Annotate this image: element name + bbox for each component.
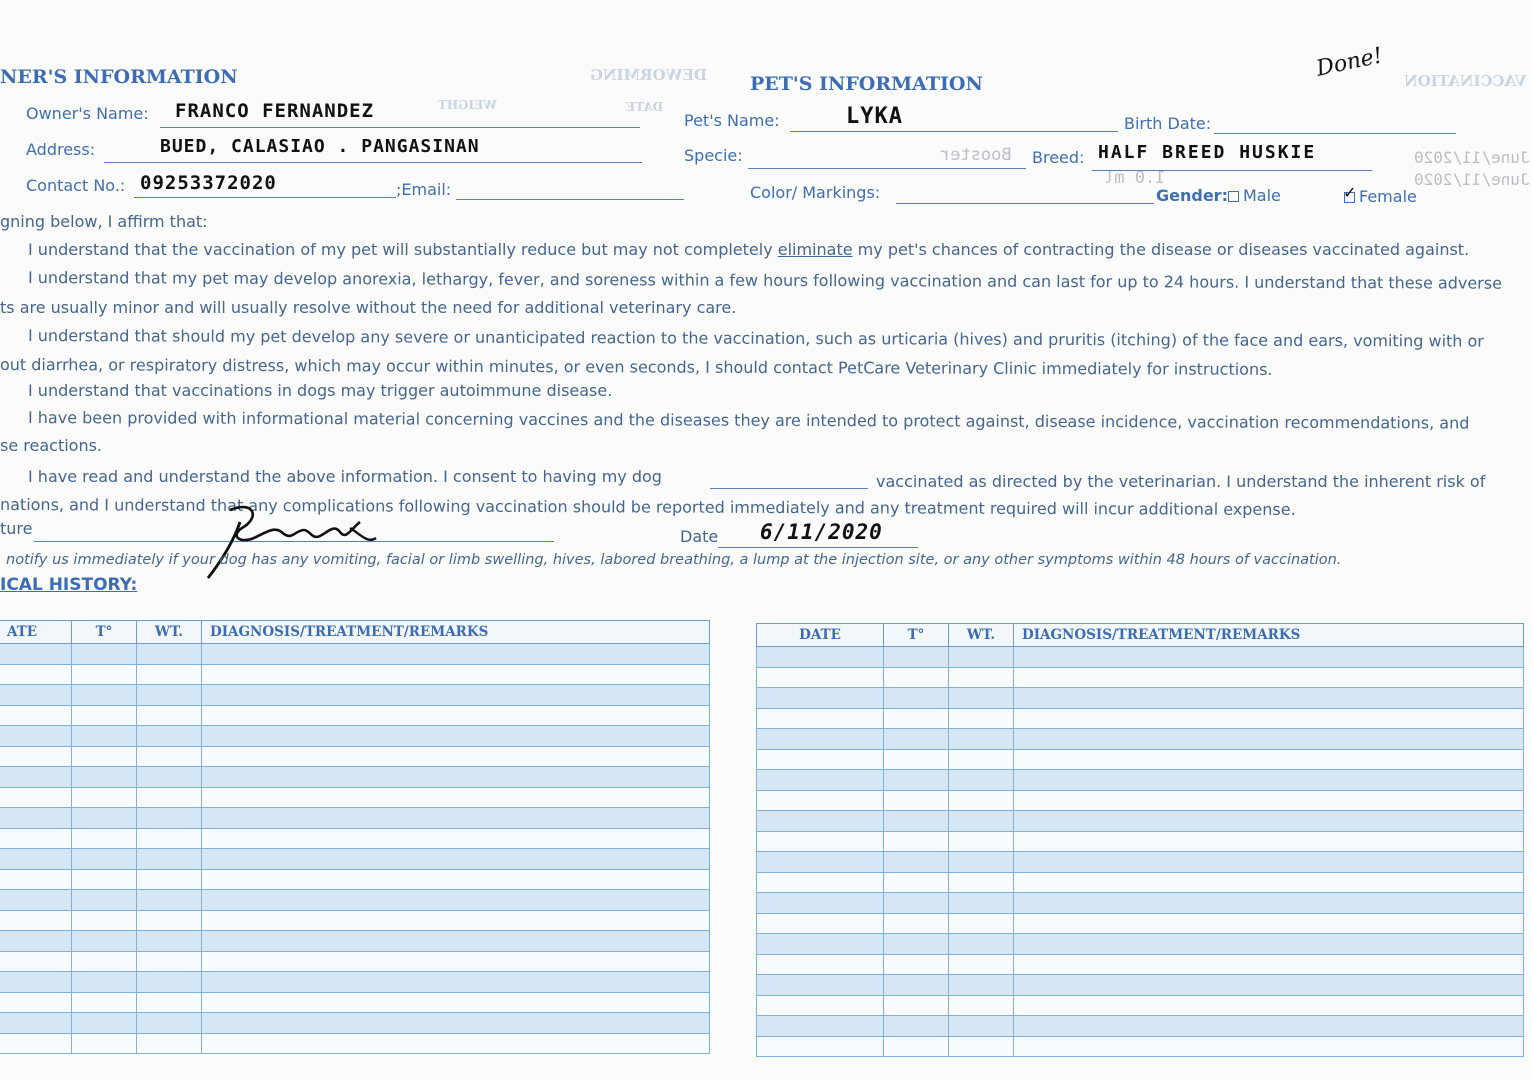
table-cell[interactable]: [137, 705, 202, 726]
table-cell[interactable]: [137, 972, 202, 993]
history-left-body: [0, 644, 710, 1054]
table-cell[interactable]: [72, 726, 137, 747]
specie-line: [748, 168, 1026, 169]
col-temp: T°: [884, 624, 949, 647]
table-cell[interactable]: [884, 770, 949, 791]
table-cell[interactable]: [757, 1036, 884, 1057]
table-cell[interactable]: [72, 644, 137, 665]
corner-note: Done!: [1314, 43, 1385, 82]
table-cell[interactable]: [0, 972, 72, 993]
female-label: Female: [1359, 187, 1417, 206]
table-cell[interactable]: [1014, 893, 1524, 914]
date-value[interactable]: 6/11/2020: [760, 520, 883, 544]
table-cell[interactable]: [72, 931, 137, 952]
table-row: [757, 852, 1524, 873]
table-cell[interactable]: [1014, 770, 1524, 791]
table-cell[interactable]: [202, 664, 710, 685]
table-row: [757, 749, 1524, 770]
table-cell[interactable]: [202, 787, 710, 808]
email-label: ;Email:: [396, 180, 452, 199]
table-cell[interactable]: [949, 893, 1014, 914]
table-cell[interactable]: [0, 705, 72, 726]
ghost-deworming: DEWORMING: [590, 66, 707, 84]
table-cell[interactable]: [949, 995, 1014, 1016]
table-cell[interactable]: [949, 770, 1014, 791]
table-cell[interactable]: [137, 890, 202, 911]
table-cell[interactable]: [72, 664, 137, 685]
pet-name-value[interactable]: LYKA: [846, 104, 903, 129]
consent-p1-a: I understand that the vaccination of my pet will substantially reduce but may not completely: [28, 240, 778, 259]
table-row: [0, 746, 710, 767]
ghost-ml: 1.0 ml: [1104, 168, 1166, 188]
table-cell[interactable]: [757, 770, 884, 791]
table-cell[interactable]: [884, 1036, 949, 1057]
table-row: [0, 685, 710, 706]
table-cell[interactable]: [1014, 852, 1524, 873]
breed-label: Breed:: [1032, 148, 1085, 167]
table-cell[interactable]: [1014, 1036, 1524, 1057]
table-cell[interactable]: [202, 869, 710, 890]
table-cell[interactable]: [72, 705, 137, 726]
table-cell[interactable]: [1014, 667, 1524, 688]
table-row: [0, 972, 710, 993]
birth-date-line: [1214, 133, 1456, 134]
table-cell[interactable]: [884, 934, 949, 955]
table-cell[interactable]: [202, 746, 710, 767]
col-date: DATE: [757, 624, 884, 647]
table-row: [757, 811, 1524, 832]
table-cell[interactable]: [949, 954, 1014, 975]
table-cell[interactable]: [202, 849, 710, 870]
table-cell[interactable]: [202, 808, 710, 829]
table-row: [757, 688, 1524, 709]
table-cell[interactable]: [137, 644, 202, 665]
table-cell[interactable]: [0, 1033, 72, 1054]
table-row: [757, 647, 1524, 668]
table-row: [0, 705, 710, 726]
female-checkbox[interactable]: [1343, 183, 1357, 203]
table-cell[interactable]: [0, 951, 72, 972]
table-cell[interactable]: [949, 811, 1014, 832]
table-cell[interactable]: [0, 849, 72, 870]
color-markings-label: Color/ Markings:: [750, 183, 881, 202]
table-row: [757, 729, 1524, 750]
history-table-right: [756, 623, 1524, 1057]
table-cell[interactable]: [1014, 708, 1524, 729]
ghost-booster: Booster: [940, 145, 1012, 165]
history-right-body: [757, 647, 1524, 1057]
breed-value[interactable]: HALF BREED HUSKIE: [1098, 142, 1317, 163]
table-cell[interactable]: [72, 992, 137, 1013]
consent-p3-line1: I understand that should my pet develop any severe or unanticipated reaction to the vaccination, such as urticaria (hives) and pruritis (itching) of the face and ears, vomiting with or: [27, 326, 1484, 351]
history-right-header-row: [757, 624, 1524, 647]
table-row: [757, 872, 1524, 893]
table-cell[interactable]: [202, 726, 710, 747]
table-cell[interactable]: [757, 688, 884, 709]
table-cell[interactable]: [137, 828, 202, 849]
ghost-weight: WEIGHT: [438, 98, 497, 112]
table-row: [0, 910, 710, 931]
table-cell[interactable]: [72, 910, 137, 931]
table-cell[interactable]: [0, 931, 72, 952]
col-date: ATE: [0, 621, 72, 644]
signature-label: ture: [0, 519, 33, 538]
consent-p6-line2: nations, and I understand that any complications following vaccination should be reported immediately and any treatment required will incur additional expense.: [0, 495, 1296, 519]
birth-date-label: Birth Date:: [1124, 114, 1212, 133]
color-markings-line: [896, 203, 1154, 204]
table-cell[interactable]: [949, 667, 1014, 688]
table-cell[interactable]: [72, 951, 137, 972]
table-row: [757, 934, 1524, 955]
col-diagnosis: DIAGNOSIS/TREATMENT/REMARKS: [1014, 624, 1524, 647]
signature-image[interactable]: [200, 500, 390, 580]
table-row: [0, 931, 710, 952]
pet-name-label: Pet's Name:: [684, 111, 780, 130]
contact-label: Contact No.:: [26, 176, 126, 195]
table-cell[interactable]: [949, 790, 1014, 811]
table-row: [0, 644, 710, 665]
table-cell[interactable]: [0, 767, 72, 788]
table-cell[interactable]: [1014, 729, 1524, 750]
table-cell[interactable]: [884, 831, 949, 852]
table-cell[interactable]: [137, 951, 202, 972]
notice-text: notify us immediately if your dog has any vomiting, facial or limb swelling, hives, labored breathing, a lump at the injection site, or any other symptoms within 48 hours of vaccination.: [6, 552, 1342, 568]
history-table-left: [0, 620, 710, 1054]
consent-p6-a: I have read and understand the above information. I consent to having my dog: [28, 467, 662, 486]
table-cell[interactable]: [0, 787, 72, 808]
table-cell[interactable]: [0, 664, 72, 685]
table-row: [757, 1016, 1524, 1037]
consent-p5-line1: I have been provided with informational material concerning vaccines and the diseases they are intended to protect against, disease incidence, vaccination recommendations, and: [27, 408, 1470, 433]
table-cell[interactable]: [949, 749, 1014, 770]
table-row: [757, 893, 1524, 914]
table-cell[interactable]: [72, 787, 137, 808]
consent-p3-line2: out diarrhea, or respiratory distress, which may occur within minutes, or even seconds, I should contact PetCare Veterinary Clinic immediately for instructions.: [0, 355, 1273, 379]
table-cell[interactable]: [757, 872, 884, 893]
consent-intro: gning below, I affirm that:: [0, 212, 208, 231]
table-cell[interactable]: [72, 1013, 137, 1034]
table-row: [757, 790, 1524, 811]
table-cell[interactable]: [757, 647, 884, 668]
table-cell[interactable]: [1014, 811, 1524, 832]
address-label: Address:: [26, 140, 96, 159]
table-cell[interactable]: [949, 688, 1014, 709]
consent-p1-link: eliminate: [777, 240, 853, 259]
table-cell[interactable]: [1014, 1016, 1524, 1037]
table-cell[interactable]: [1014, 934, 1524, 955]
table-cell[interactable]: [949, 831, 1014, 852]
table-cell[interactable]: [884, 975, 949, 996]
table-cell[interactable]: [757, 975, 884, 996]
table-cell[interactable]: [202, 767, 710, 788]
table-cell[interactable]: [0, 808, 72, 829]
table-row: [0, 808, 710, 829]
date-line: [718, 547, 918, 548]
table-cell[interactable]: [72, 890, 137, 911]
address-line: [104, 162, 642, 163]
consent-p6-b: vaccinated as directed by the veterinarian. I understand the inherent risk of: [876, 472, 1486, 491]
table-cell[interactable]: [1014, 647, 1524, 668]
male-label: Male: [1243, 186, 1281, 205]
dog-name-blank[interactable]: [710, 488, 868, 489]
table-row: [0, 828, 710, 849]
table-cell[interactable]: [884, 1016, 949, 1037]
table-cell[interactable]: [0, 746, 72, 767]
table-row: [757, 831, 1524, 852]
date-label: Date: [680, 527, 719, 546]
table-row: [757, 995, 1524, 1016]
pet-name-line: [790, 131, 1118, 132]
table-cell[interactable]: [757, 852, 884, 873]
table-row: [757, 954, 1524, 975]
table-cell[interactable]: [1014, 688, 1524, 709]
table-cell[interactable]: [202, 972, 710, 993]
breed-line: [1092, 170, 1372, 171]
table-cell[interactable]: [202, 828, 710, 849]
col-diagnosis: DIAGNOSIS/TREATMENT/REMARKS: [202, 621, 710, 644]
table-cell[interactable]: [202, 1033, 710, 1054]
contact-line: [134, 197, 396, 198]
col-weight: WT.: [137, 621, 202, 644]
table-cell[interactable]: [757, 749, 884, 770]
table-row: [0, 890, 710, 911]
table-cell[interactable]: [757, 667, 884, 688]
table-cell[interactable]: [72, 767, 137, 788]
table-cell[interactable]: [757, 729, 884, 750]
table-cell[interactable]: [1014, 790, 1524, 811]
table-cell[interactable]: [1014, 831, 1524, 852]
table-cell[interactable]: [137, 910, 202, 931]
gender-female-option[interactable]: [1343, 183, 1417, 206]
table-cell[interactable]: [884, 913, 949, 934]
table-row: [757, 708, 1524, 729]
consent-p1: [28, 240, 1469, 259]
table-cell[interactable]: [0, 828, 72, 849]
contact-value[interactable]: 09253372020: [140, 172, 277, 194]
table-cell[interactable]: [884, 708, 949, 729]
table-cell[interactable]: [884, 893, 949, 914]
table-cell[interactable]: [949, 975, 1014, 996]
consent-p4: I understand that vaccinations in dogs may trigger autoimmune disease.: [28, 381, 613, 400]
table-cell[interactable]: [1014, 749, 1524, 770]
table-cell[interactable]: [884, 852, 949, 873]
owner-heading: NER'S INFORMATION: [0, 66, 238, 88]
table-cell[interactable]: [757, 831, 884, 852]
table-row: [0, 869, 710, 890]
table-cell[interactable]: [884, 667, 949, 688]
consent-p5-line2: se reactions.: [0, 436, 103, 455]
table-row: [0, 1033, 710, 1054]
table-cell[interactable]: [137, 726, 202, 747]
table-cell[interactable]: [137, 787, 202, 808]
table-row: [0, 787, 710, 808]
table-cell[interactable]: [137, 992, 202, 1013]
table-row: [0, 992, 710, 1013]
table-cell[interactable]: [949, 872, 1014, 893]
table-row: [757, 913, 1524, 934]
table-cell[interactable]: [72, 869, 137, 890]
table-cell[interactable]: [0, 992, 72, 1013]
table-cell[interactable]: [72, 746, 137, 767]
ghost-date: DATE: [626, 100, 664, 114]
table-cell[interactable]: [137, 1013, 202, 1034]
table-cell[interactable]: [0, 910, 72, 931]
table-cell[interactable]: [884, 811, 949, 832]
consent-p1-b: my pet's chances of contracting the disease or diseases vaccinated against.: [852, 240, 1470, 259]
table-cell[interactable]: [137, 849, 202, 870]
owner-name-label: Owner's Name:: [26, 104, 149, 123]
table-cell[interactable]: [1014, 975, 1524, 996]
table-cell[interactable]: [0, 644, 72, 665]
table-cell[interactable]: [202, 910, 710, 931]
ghost-june-1: June/11/2020: [1414, 148, 1530, 167]
table-cell[interactable]: [949, 1016, 1014, 1037]
address-value[interactable]: BUED, CALASIAO . PANGASINAN: [160, 136, 480, 157]
table-cell[interactable]: [1014, 995, 1524, 1016]
table-row: [0, 664, 710, 685]
gender-male-option[interactable]: [1228, 186, 1281, 205]
table-cell[interactable]: [884, 749, 949, 770]
table-cell[interactable]: [72, 1033, 137, 1054]
table-cell[interactable]: [1014, 954, 1524, 975]
table-cell[interactable]: [137, 931, 202, 952]
table-cell[interactable]: [949, 852, 1014, 873]
col-temp: T°: [72, 621, 137, 644]
table-cell[interactable]: [949, 1036, 1014, 1057]
check-mark-icon: ✓: [1343, 183, 1357, 202]
table-cell[interactable]: [137, 746, 202, 767]
table-cell[interactable]: [137, 808, 202, 829]
table-cell[interactable]: [757, 790, 884, 811]
ghost-vaccination: VACCINATION: [1404, 72, 1527, 90]
owner-name-value[interactable]: FRANCO FERNANDEZ: [175, 100, 375, 122]
table-cell[interactable]: [202, 644, 710, 665]
table-cell[interactable]: [884, 647, 949, 668]
consent-p2-line1: I understand that my pet may develop anorexia, lethargy, fever, and soreness within a few hours following vaccination and can last for up to 24 hours. I understand that these adverse: [27, 268, 1502, 293]
table-row: [757, 770, 1524, 791]
table-row: [0, 1013, 710, 1034]
table-cell[interactable]: [884, 954, 949, 975]
table-cell[interactable]: [137, 685, 202, 706]
medical-history-heading: ICAL HISTORY:: [0, 575, 138, 595]
table-cell[interactable]: [0, 685, 72, 706]
table-cell[interactable]: [949, 647, 1014, 668]
table-cell[interactable]: [202, 931, 710, 952]
table-cell[interactable]: [757, 708, 884, 729]
table-row: [0, 726, 710, 747]
table-cell[interactable]: [757, 893, 884, 914]
table-row: [757, 975, 1524, 996]
table-cell[interactable]: [72, 849, 137, 870]
table-cell[interactable]: [137, 1033, 202, 1054]
table-cell[interactable]: [202, 1013, 710, 1034]
specie-label: Specie:: [684, 146, 743, 165]
table-cell[interactable]: [949, 729, 1014, 750]
col-weight: WT.: [949, 624, 1014, 647]
table-cell[interactable]: [137, 767, 202, 788]
table-cell[interactable]: [72, 828, 137, 849]
gender-label: Gender:: [1156, 186, 1228, 205]
table-cell[interactable]: [72, 808, 137, 829]
history-left-header-row: [0, 621, 710, 644]
table-row: [757, 667, 1524, 688]
table-cell[interactable]: [949, 913, 1014, 934]
table-cell[interactable]: [757, 811, 884, 832]
table-cell[interactable]: [202, 705, 710, 726]
table-row: [0, 767, 710, 788]
table-cell[interactable]: [0, 869, 72, 890]
table-cell[interactable]: [72, 972, 137, 993]
table-cell[interactable]: [757, 954, 884, 975]
table-cell[interactable]: [949, 934, 1014, 955]
table-cell[interactable]: [757, 1016, 884, 1037]
male-checkbox[interactable]: [1228, 191, 1239, 202]
table-cell[interactable]: [202, 992, 710, 1013]
table-cell[interactable]: [0, 890, 72, 911]
table-cell[interactable]: [884, 790, 949, 811]
email-line: [456, 199, 684, 200]
table-cell[interactable]: [884, 729, 949, 750]
consent-p2-line2: ts are usually minor and will usually resolve without the need for additional veterinary care.: [0, 298, 737, 317]
table-row: [0, 951, 710, 972]
table-cell[interactable]: [757, 934, 884, 955]
table-cell[interactable]: [949, 708, 1014, 729]
pet-heading: PET'S INFORMATION: [750, 73, 983, 95]
table-cell[interactable]: [1014, 913, 1524, 934]
table-cell[interactable]: [72, 685, 137, 706]
table-row: [0, 849, 710, 870]
table-cell[interactable]: [757, 995, 884, 1016]
table-cell[interactable]: [202, 951, 710, 972]
table-cell[interactable]: [0, 726, 72, 747]
table-cell[interactable]: [884, 995, 949, 1016]
table-cell[interactable]: [137, 869, 202, 890]
table-cell[interactable]: [884, 872, 949, 893]
table-cell[interactable]: [1014, 872, 1524, 893]
table-cell[interactable]: [0, 1013, 72, 1034]
table-cell[interactable]: [137, 664, 202, 685]
table-cell[interactable]: [884, 688, 949, 709]
table-cell[interactable]: [757, 913, 884, 934]
ghost-june-2: June/11/2020: [1414, 170, 1530, 189]
owner-name-line: [160, 127, 640, 128]
table-cell[interactable]: [202, 890, 710, 911]
consent-p6-line1: [28, 467, 662, 486]
table-row: [757, 1036, 1524, 1057]
table-cell[interactable]: [202, 685, 710, 706]
